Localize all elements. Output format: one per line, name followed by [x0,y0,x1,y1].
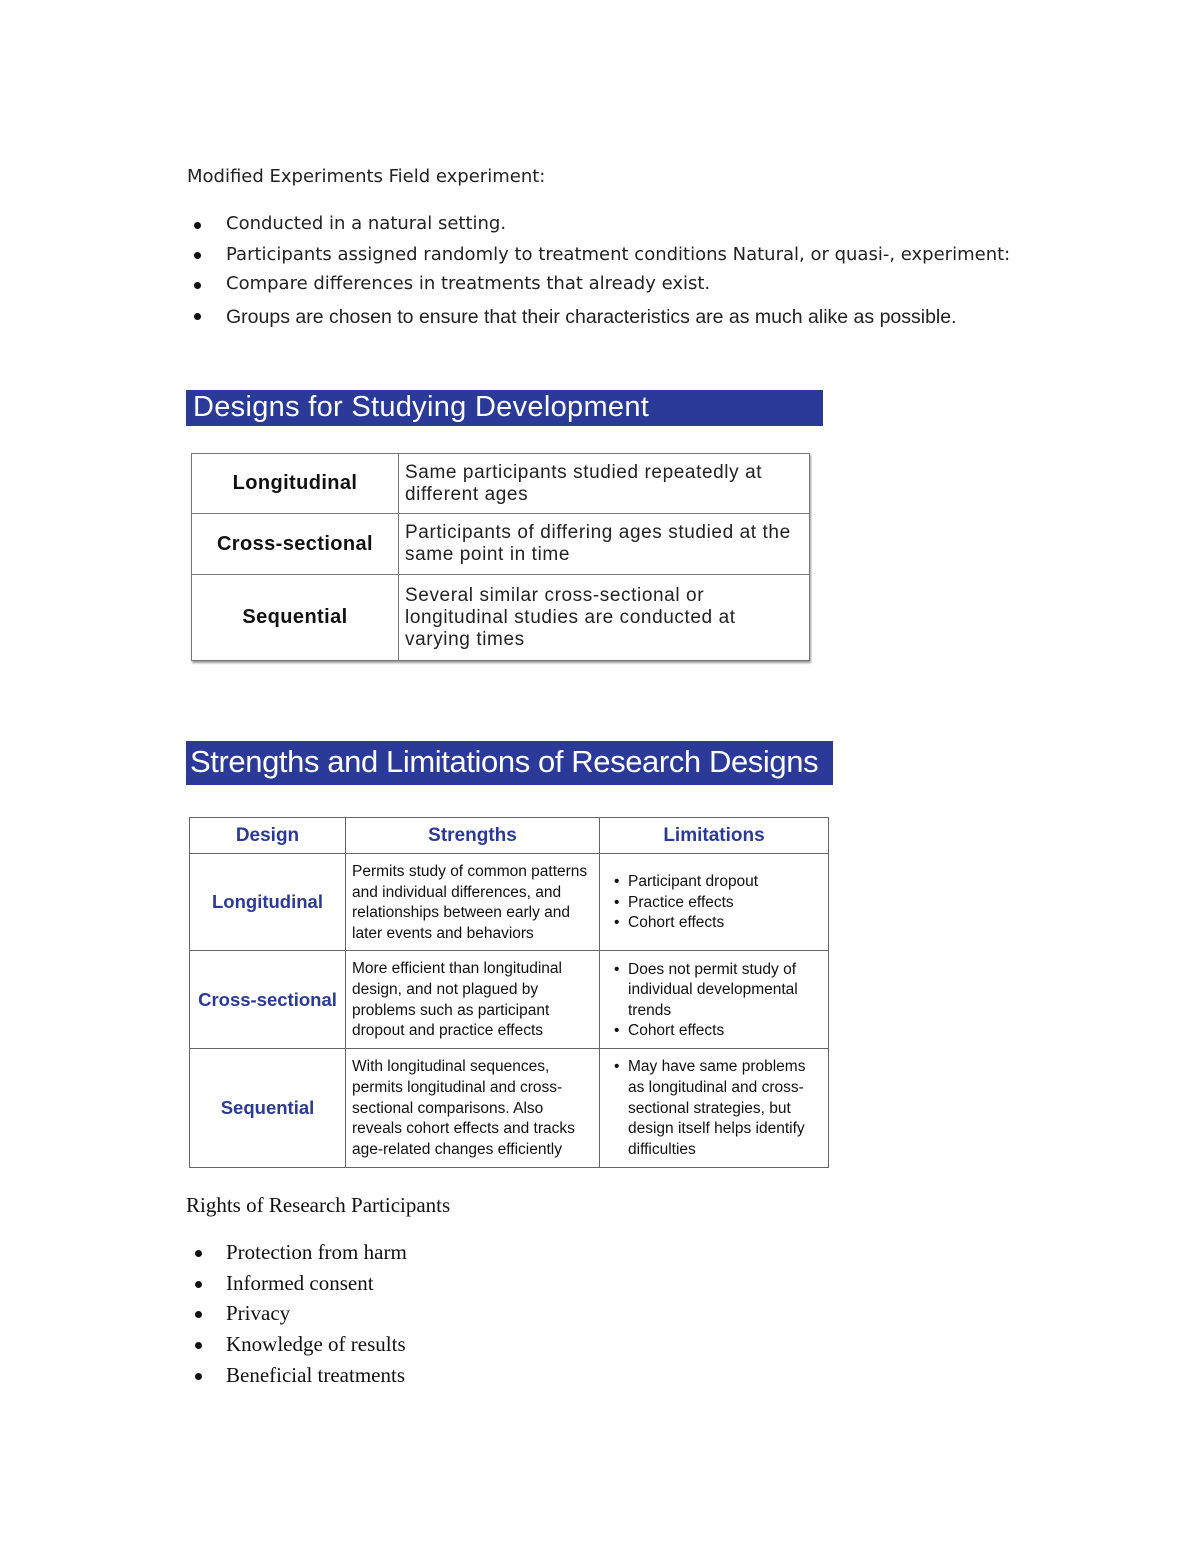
list-item [612,960,822,1022]
table-row [190,951,829,1049]
intro-heading: Modified Experiments Field experiment: [187,166,546,187]
design-label: Cross-sectional [192,514,399,575]
column-header-design: Design [190,818,346,854]
limitation-text: May have same problems as longitudinal and cross-sectional strategies, but design itself helps identify difficulties [628,1058,806,1158]
bullet-icon: • [614,960,620,978]
limitations-cell [600,1049,829,1168]
bullet-icon [194,313,201,320]
bullet-icon [195,1311,202,1318]
limitation-text: Practice effects [628,893,734,911]
limitations-cell [600,854,829,951]
bullet-icon [194,282,201,289]
rights-bullet-item [187,1298,407,1329]
bullet-icon: • [614,873,620,891]
bullet-icon [195,1250,202,1257]
rights-bullet-text: Beneficial treatments [226,1362,406,1387]
bullet-icon [195,1281,202,1288]
table-row [190,854,829,951]
list-item [612,872,822,893]
design-name: Sequential [190,1049,346,1168]
limitation-text: Cohort effects [628,1022,725,1040]
designs-title-banner: Designs for Studying Development [186,390,823,426]
list-item [612,913,822,934]
bullet-icon [194,222,201,229]
intro-bullet-text: Conducted in a natural setting. [226,213,507,234]
design-description: Same participants studied repeatedly at different ages [399,454,810,514]
bullet-icon: • [614,1058,620,1076]
table-header-row [190,818,829,854]
rights-bullet-text: Protection from harm [226,1240,407,1264]
design-description: Several similar cross-sectional or longitudinal studies are conducted at varying times [399,575,810,661]
design-label: Sequential [192,575,399,661]
strengths-limitations-table [189,817,829,1168]
intro-bullet-text: Groups are chosen to ensure that their characteristics are as much alike as possible. [226,306,957,328]
limitations-list [612,1057,822,1160]
bullet-icon [195,1373,202,1380]
list-item [612,893,822,914]
limitations-cell [600,951,829,1049]
limitations-list [612,872,822,934]
design-description: Participants of differing ages studied at the same point in time [399,514,810,575]
strengths-cell: Permits study of common patterns and individual differences, and relationships between early and later events and behaviors [346,854,600,951]
list-item [612,1057,822,1160]
intro-bullet-text: Participants assigned randomly to treatment conditions Natural, or quasi-, experiment: [226,244,1011,265]
bullet-icon: • [614,893,620,911]
design-name: Longitudinal [190,854,346,951]
rights-bullet-text: Knowledge of results [226,1332,406,1357]
intro-bullet-item [187,210,1087,241]
rights-heading: Rights of Research Participants [186,1193,451,1217]
rights-bullet-text: Informed consent [226,1270,374,1295]
rights-bullet-item [187,1237,407,1268]
column-header-limitations: Limitations [600,818,829,854]
column-header-strengths: Strengths [346,818,600,854]
rights-bullet-item [187,1329,407,1360]
limitation-text: Participant dropout [628,873,759,891]
table-row [192,514,810,575]
intro-bullet-item [187,241,1087,270]
table-row [192,454,810,514]
strengths-cell: With longitudinal sequences, permits longitudinal and cross-sectional comparisons. Also reveals cohort effects and tracks age-related changes efficiently [346,1049,600,1168]
design-label: Longitudinal [192,454,399,514]
bullet-icon [195,1342,202,1349]
intro-bullet-list [187,210,1087,332]
rights-bullet-item [187,1268,407,1299]
limitation-text: Cohort effects [628,914,725,932]
bullet-icon [194,252,201,259]
limitation-text: Does not permit study of individual developmental trends [628,960,798,1019]
strengths-title-banner: Strengths and Limitations of Research Designs [186,741,833,785]
table-row [192,575,810,661]
limitations-list [612,960,822,1042]
intro-bullet-text: Compare differences in treatments that already exist. [226,273,711,294]
rights-bullet-list [187,1237,407,1390]
bullet-icon: • [614,1022,620,1040]
intro-bullet-item [187,270,1087,302]
intro-bullet-item [187,302,1087,332]
designs-table [191,453,810,661]
rights-bullet-text: Privacy [226,1301,291,1326]
strengths-cell: More efficient than longitudinal design, and not plagued by problems such as participant dropout and practice effects [346,951,600,1049]
design-name: Cross-sectional [190,951,346,1049]
bullet-icon: • [614,914,620,932]
list-item [612,1021,822,1042]
rights-bullet-item [187,1360,407,1391]
table-row [190,1049,829,1168]
